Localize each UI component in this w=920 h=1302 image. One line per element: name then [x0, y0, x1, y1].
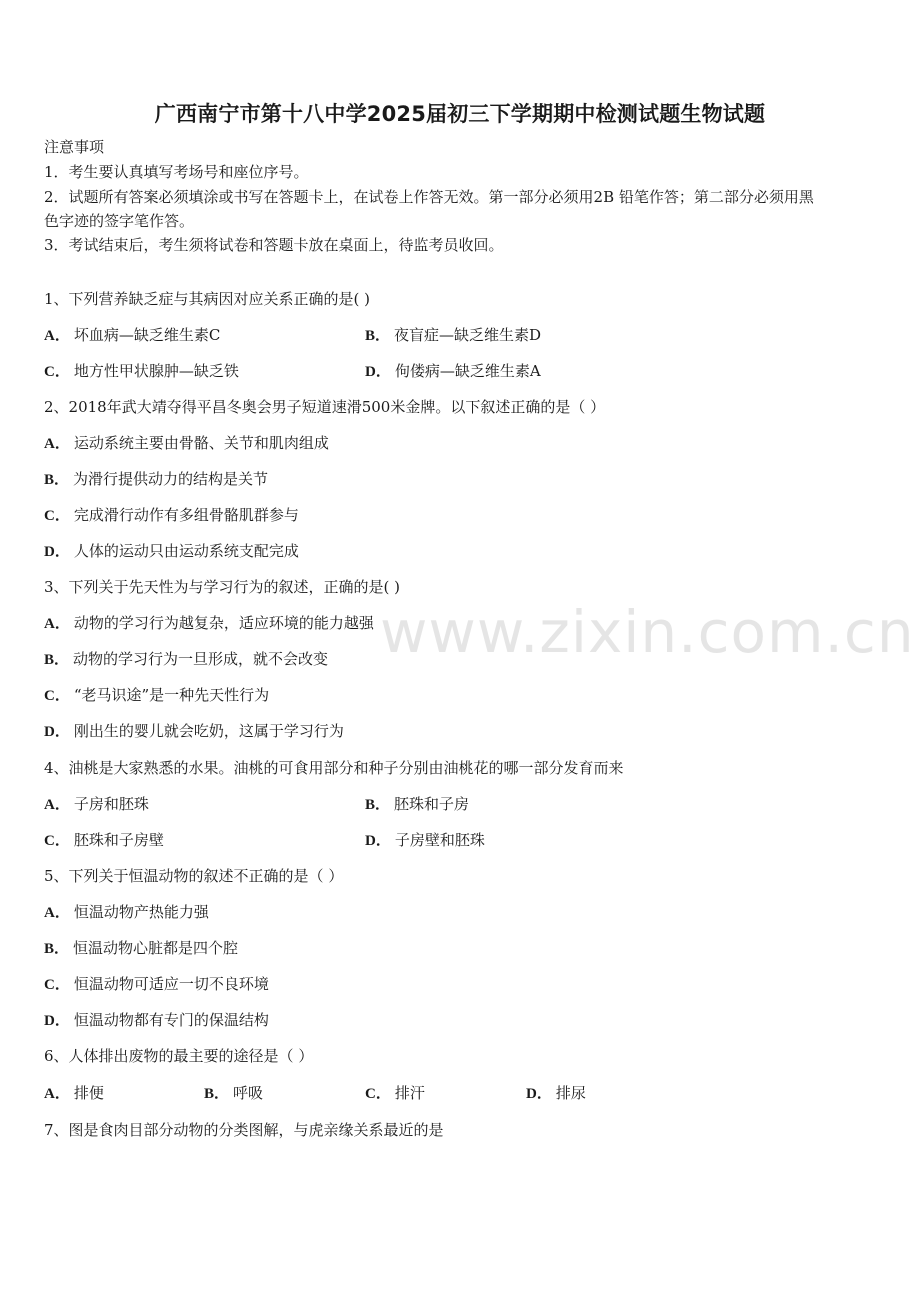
notice-item: 1．考生要认真填写考场号和座位序号。: [44, 163, 309, 181]
option-key: D．: [44, 724, 70, 740]
question-stem: 1、下列营养缺乏症与其病因对应关系正确的是( ): [44, 290, 371, 308]
notice-item: 2．试题所有答案必须填涂或书写在答题卡上，在试卷上作答无效。第一部分必须用2B 铅笔作答；第二部分必须用黑: [44, 188, 814, 206]
question-stem: 3、下列关于先天性为与学习行为的叙述，正确的是( ): [44, 578, 401, 596]
option-text: 人体的运动只由运动系统支配完成: [73, 542, 299, 560]
option-b[interactable]: [365, 325, 541, 346]
option-key: A．: [44, 905, 70, 921]
option-text: 恒温动物产热能力强: [73, 903, 209, 921]
option-a[interactable]: [44, 794, 149, 815]
option-d[interactable]: [365, 830, 485, 851]
option-c[interactable]: [44, 830, 164, 851]
option-key: C．: [44, 364, 70, 380]
option-text: 胚珠和子房: [394, 795, 470, 813]
option-text: 呼吸: [233, 1084, 264, 1102]
option-text: 动物的学习行为一旦形成，就不会改变: [73, 650, 329, 668]
option-b[interactable]: [44, 469, 268, 490]
option-a[interactable]: [44, 902, 209, 923]
option-d[interactable]: [44, 1010, 269, 1031]
question-stem: 7、图是食肉目部分动物的分类图解，与虎亲缘关系最近的是: [44, 1121, 444, 1139]
option-key: D．: [365, 364, 391, 380]
option-key: B．: [44, 941, 70, 957]
question-stem: 4、油桃是大家熟悉的水果。油桃的可食用部分和种子分别由油桃花的哪一部分发育而来: [44, 759, 624, 777]
option-text: 排尿: [555, 1084, 586, 1102]
option-key: C．: [44, 977, 70, 993]
option-key: B．: [44, 472, 70, 488]
option-key: D．: [44, 544, 70, 560]
question-stem: 2、2018年武大靖夺得平昌冬奥会男子短道速滑500米金牌。以下叙述正确的是（ ）: [44, 398, 606, 416]
option-text: 恒温动物可适应一切不良环境: [73, 975, 269, 993]
watermark: www.zixin.com.cn: [380, 598, 915, 666]
option-c[interactable]: [44, 974, 269, 995]
option-text: 排便: [73, 1084, 104, 1102]
option-text: 完成滑行动作有多组骨骼肌群参与: [73, 506, 299, 524]
option-text: 为滑行提供动力的结构是关节: [73, 470, 269, 488]
option-b[interactable]: [44, 649, 328, 670]
option-text: “老马识途”是一种先天性行为: [73, 686, 270, 704]
option-key: A．: [44, 616, 70, 632]
option-key: A．: [44, 436, 70, 452]
option-key: D．: [526, 1086, 552, 1102]
option-d[interactable]: [365, 361, 541, 382]
notice-heading: 注意事项: [44, 138, 105, 156]
notice-item: 3．考试结束后，考生须将试卷和答题卡放在桌面上，待监考员收回。: [44, 236, 504, 254]
notice-item: 色字迹的签字笔作答。: [44, 212, 195, 230]
option-text: 动物的学习行为越复杂，适应环境的能力越强: [73, 614, 374, 632]
option-b[interactable]: [204, 1083, 263, 1104]
option-d[interactable]: [44, 721, 344, 742]
option-c[interactable]: [44, 505, 299, 526]
option-text: 运动系统主要由骨骼、关节和肌肉组成: [73, 434, 329, 452]
option-key: A．: [44, 328, 70, 344]
option-key: B．: [204, 1086, 230, 1102]
option-key: C．: [44, 833, 70, 849]
option-text: 佝偻病—缺乏维生素A: [394, 362, 541, 380]
option-a[interactable]: [44, 613, 374, 634]
option-b[interactable]: [44, 938, 238, 959]
page-title: 广西南宁市第十八中学2025届初三下学期期中检测试题生物试题: [154, 102, 766, 126]
option-text: 排汗: [394, 1084, 425, 1102]
option-d[interactable]: [526, 1083, 586, 1104]
option-text: 恒温动物都有专门的保温结构: [73, 1011, 269, 1029]
option-key: B．: [44, 652, 70, 668]
option-c[interactable]: [44, 361, 239, 382]
option-key: D．: [44, 1013, 70, 1029]
option-key: B．: [365, 797, 391, 813]
option-text: 子房壁和胚珠: [394, 831, 485, 849]
option-text: 地方性甲状腺肿—缺乏铁: [73, 362, 239, 380]
option-b[interactable]: [365, 794, 469, 815]
option-text: 刚出生的婴儿就会吃奶，这属于学习行为: [73, 722, 344, 740]
option-text: 恒温动物心脏都是四个腔: [73, 939, 239, 957]
question-stem: 6、人体排出废物的最主要的途径是（ ）: [44, 1047, 314, 1065]
option-a[interactable]: [44, 1083, 104, 1104]
option-a[interactable]: [44, 325, 220, 346]
option-key: C．: [365, 1086, 391, 1102]
option-text: 夜盲症—缺乏维生素D: [394, 326, 542, 344]
option-text: 坏血病—缺乏维生素C: [73, 326, 221, 344]
option-text: 子房和胚珠: [73, 795, 149, 813]
option-key: A．: [44, 1086, 70, 1102]
option-c[interactable]: [365, 1083, 425, 1104]
option-text: 胚珠和子房壁: [73, 831, 164, 849]
option-key: C．: [44, 688, 70, 704]
option-key: D．: [365, 833, 391, 849]
question-stem: 5、下列关于恒温动物的叙述不正确的是（ ）: [44, 867, 344, 885]
option-key: C．: [44, 508, 70, 524]
option-a[interactable]: [44, 433, 329, 454]
option-key: B．: [365, 328, 391, 344]
option-key: A．: [44, 797, 70, 813]
option-c[interactable]: [44, 685, 269, 706]
option-d[interactable]: [44, 541, 299, 562]
